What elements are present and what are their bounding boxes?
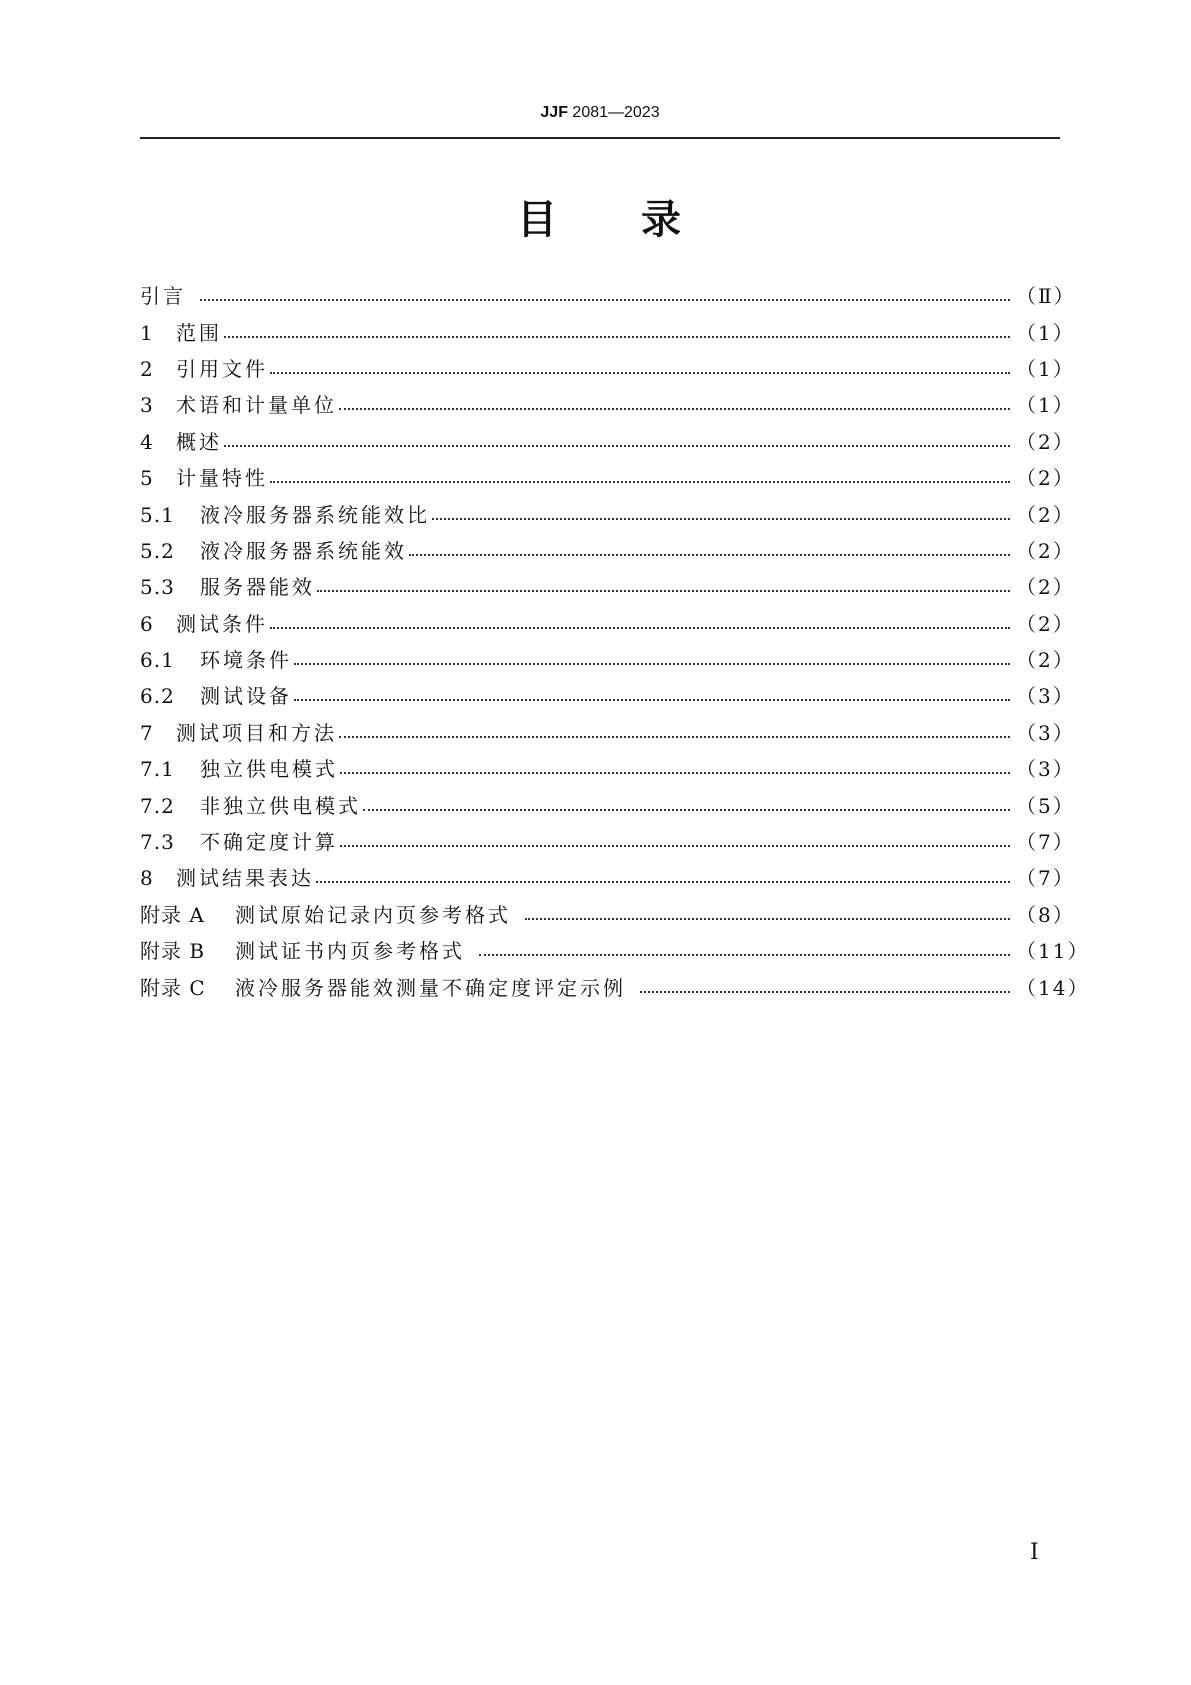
toc-entry-page: （5） [1016,793,1075,818]
toc-entry-page: （8） [1016,902,1075,927]
toc-leader-dots [270,372,1010,374]
toc-entry-page: （2） [1016,648,1075,673]
toc-entry-label: 液冷服务器系统能效 [200,538,407,563]
toc-entry-6-1[interactable] [140,642,1075,678]
toc-leader-dots [409,554,1010,556]
toc-leader-dots [270,627,1010,629]
toc-entry-number: 4 [140,429,154,454]
toc-entry-label: 测试条件 [176,611,268,636]
toc-entry-8[interactable] [140,860,1075,896]
toc-leader-dots [525,918,1010,920]
toc-entry-page: （7） [1016,866,1075,891]
toc-entry-label: 不确定度计算 [200,830,338,855]
toc-entry-label: 计量特性 [176,466,268,491]
toc-entry-7-2[interactable] [140,787,1075,823]
toc-entry-label: 测试设备 [200,684,292,709]
page-title [140,188,1060,245]
toc-entry-label: 引用文件 [176,356,268,381]
toc-entry-page: （7） [1016,830,1075,855]
toc-entry-label: 引言 [140,284,186,309]
toc-leader-dots [224,445,1010,447]
toc-leader-dots [316,881,1010,883]
toc-entry-7[interactable] [140,715,1075,751]
toc-entry-label: 测试结果表达 [176,866,314,891]
toc-entry-label: 液冷服务器系统能效比 [200,502,430,527]
toc-entry-1[interactable] [140,314,1075,350]
toc-entry-number: 附录 C [140,975,206,1000]
table-of-contents [140,278,1090,1006]
toc-entry-number: 5.3 [140,575,175,600]
toc-leader-dots [339,408,1010,410]
toc-entry-label: 液冷服务器能效测量不确定度评定示例 [235,975,626,1000]
toc-entry-label: 概述 [176,429,222,454]
toc-entry-page: （3） [1016,757,1075,782]
toc-entry-number: 8 [140,866,154,891]
toc-entry-5-2[interactable] [140,533,1075,569]
toc-entry-5[interactable] [140,460,1075,496]
toc-leader-dots [479,954,1010,956]
toc-entry-label: 非独立供电模式 [200,793,361,818]
toc-entry-label: 术语和计量单位 [176,393,337,418]
toc-entry-number: 2 [140,356,154,381]
toc-leader-dots [200,299,1010,301]
toc-entry-number: 1 [140,320,154,345]
toc-entry-page: （3） [1016,720,1075,745]
toc-entry-6-2[interactable] [140,678,1075,714]
toc-leader-dots [432,518,1010,520]
toc-entry-appendix-a[interactable] [140,897,1075,933]
toc-leader-dots [224,336,1010,338]
toc-leader-dots [317,590,1010,592]
toc-entry-page: （3） [1016,684,1075,709]
standard-code-prefix: JJF [540,104,568,121]
toc-entry-5-3[interactable] [140,569,1075,605]
toc-entry-number: 3 [140,393,154,418]
toc-entry-intro[interactable] [140,278,1076,314]
toc-entry-appendix-b[interactable] [140,933,1090,969]
title-char-2: 录 [641,197,683,243]
toc-entry-page: （2） [1016,502,1075,527]
toc-entry-number: 6.2 [140,684,175,709]
toc-leader-dots [294,663,1010,665]
page-number: Ⅰ [1030,1540,1039,1565]
toc-leader-dots [363,809,1010,811]
toc-entry-number: 附录 A [140,902,205,927]
toc-entry-page: （14） [1016,975,1090,1000]
toc-entry-label: 环境条件 [200,648,292,673]
toc-entry-label: 测试证书内页参考格式 [235,939,465,964]
running-header [140,104,1060,122]
toc-entry-page: （Ⅱ） [1016,284,1076,309]
toc-entry-page: （1） [1016,393,1075,418]
toc-entry-label: 服务器能效 [200,575,315,600]
toc-entry-page: （2） [1016,575,1075,600]
toc-entry-page: （1） [1016,320,1075,345]
toc-leader-dots [339,736,1010,738]
toc-entry-page: （2） [1016,611,1075,636]
toc-entry-number: 6.1 [140,648,175,673]
toc-entry-appendix-c[interactable] [140,969,1090,1005]
toc-leader-dots [270,481,1010,483]
toc-entry-7-3[interactable] [140,824,1075,860]
toc-entry-6[interactable] [140,606,1075,642]
toc-leader-dots [294,699,1010,701]
toc-entry-number: 5.1 [140,502,175,527]
toc-entry-number: 5.2 [140,538,175,563]
toc-entry-4[interactable] [140,424,1075,460]
toc-entry-number: 7.3 [140,830,175,855]
toc-entry-number: 5 [140,466,154,491]
toc-leader-dots [340,772,1010,774]
header-divider [140,137,1060,139]
toc-entry-3[interactable] [140,387,1075,423]
toc-entry-page: （2） [1016,429,1075,454]
title-char-1: 目 [517,197,559,243]
toc-entry-7-1[interactable] [140,751,1075,787]
toc-entry-label: 独立供电模式 [200,757,338,782]
toc-entry-number: 6 [140,611,154,636]
toc-leader-dots [640,991,1010,993]
toc-entry-page: （2） [1016,538,1075,563]
toc-entry-label: 范围 [176,320,222,345]
toc-entry-page: （1） [1016,356,1075,381]
toc-entry-page: （2） [1016,466,1075,491]
standard-code-number: 2081—2023 [567,104,660,121]
toc-entry-label: 测试项目和方法 [176,720,337,745]
toc-entry-number: 7.1 [140,757,175,782]
toc-entry-number: 附录 B [140,939,206,964]
toc-entry-page: （11） [1016,939,1090,964]
toc-entry-5-1[interactable] [140,496,1075,532]
toc-entry-number: 7.2 [140,793,175,818]
toc-entry-2[interactable] [140,351,1075,387]
toc-entry-number: 7 [140,720,154,745]
toc-entry-label: 测试原始记录内页参考格式 [235,902,511,927]
toc-leader-dots [340,845,1010,847]
